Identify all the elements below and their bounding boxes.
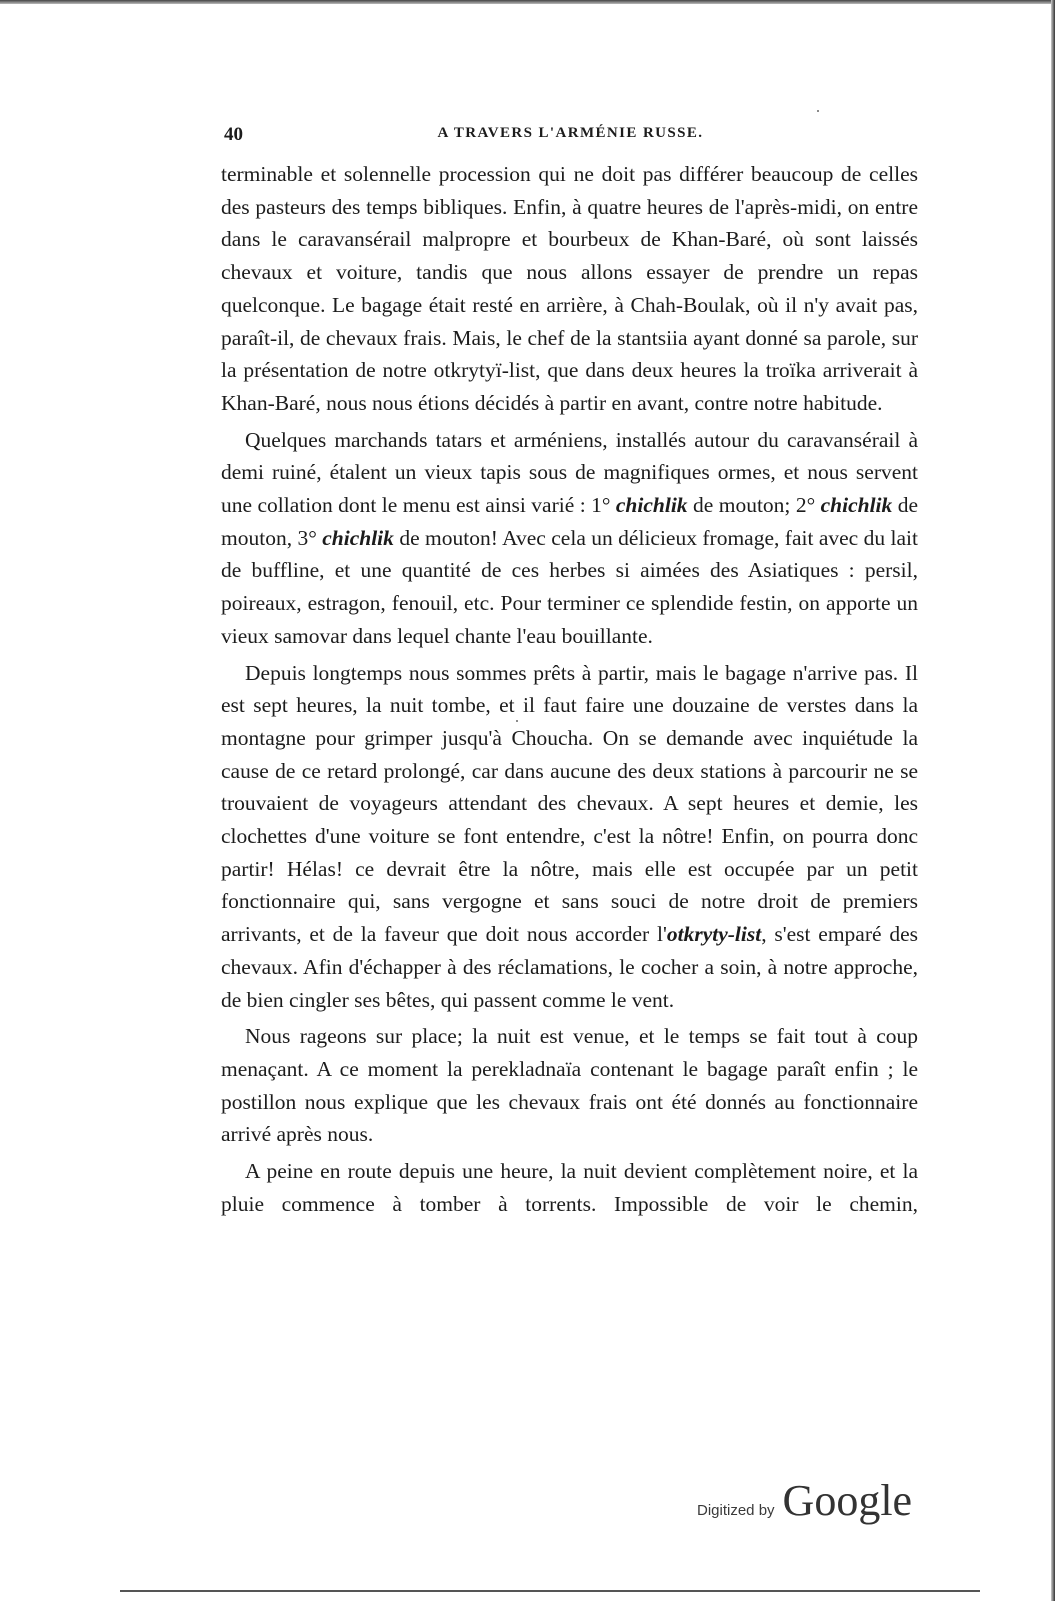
scan-edge-right — [1051, 0, 1055, 1601]
text-run: A peine en route depuis une heure, la nuit devient complètement noire, et la pluie commence à tomber à torrents. Impossible de voir le chemin, — [221, 1159, 918, 1216]
digitized-by-label: Digitized by — [697, 1502, 775, 1519]
text-run: terminable et solennelle procession qui ne doit pas différer beaucoup de celles des pasteurs des temps bibliques. Enfin, à quatre heures de l'après-midi, on entre dans le caravansérail malpropre et bourbeux de Khan-Baré, où sont laissés chevaux et voiture, tandis que nous allons essayer de prendre un repas quelconque. Le bagage était resté en arrière, à Chah-Boulak, où il n'y avait pas, paraît-il, de chevaux frais. Mais, le chef de la stantsiia ayant donné sa parole, sur la présentation de notre otkrytyï-list, que dans deux heures la troïka arriverait à Khan-Baré, nous nous étions décidés à partir en avant, contre notre habitude. — [221, 162, 918, 415]
italic-term: otkryty-list — [666, 922, 762, 947]
text-run: de mouton! Avec cela un délicieux fromage, fait avec du lait de buffline, et une quantité de ces herbes si aimées des Asiatiques : persil, poireaux, estragon, fenouil, etc. Pour terminer ce splendide festin, on apporte un vieux samovar dans lequel chante l'eau bouillante. — [221, 525, 918, 648]
text-run: de mouton; 2° — [687, 493, 821, 518]
digitized-by-watermark — [697, 1475, 912, 1545]
running-head — [224, 124, 917, 148]
paragraph — [221, 424, 918, 653]
scan-speck — [817, 110, 819, 112]
google-logo: Google — [782, 1476, 913, 1525]
body-text — [221, 158, 918, 1225]
paragraph — [221, 1020, 918, 1151]
text-run: de mouton, 3° — [221, 493, 919, 550]
text-run: Nous rageons sur place; la nuit est venue, et le temps se fait tout à coup menaçant. A ce moment la perekladnaïa contenant le bagage paraît enfin ; le postillon nous explique que les chevaux frais ont été donnés au fonctionnaire arrivé après nous. — [221, 1024, 918, 1147]
text-run: Depuis longtemps nous sommes prêts à partir, mais le bagage n'arrive pas. Il est sept heures, la nuit tombe, et il faut faire une douzaine de verstes dans la montagne pour grimper jusqu'à Choucha. On se demande avec inquiétude la cause de ce retard prolongé, car dans aucune des deux stations à parcourir ne se trouvaient de voyageurs attendant des chevaux. A sept heures et demie, les clochettes d'une voiture se font entendre, c'est la nôtre! Enfin, on pourra donc partir! Hélas! ce devrait être la nôtre, mais elle est occupée par un petit fonctionnaire qui, sans vergogne et sans souci de notre droit de premiers arrivants, et de la faveur que doit nous accorder l' — [221, 660, 918, 947]
paragraph — [221, 1155, 918, 1220]
text-run: , s'est emparé des chevaux. Afin d'échapper à des réclamations, le cocher a soin, à notre approche, de bien cingler ses bêtes, qui passent comme le vent. — [221, 922, 918, 1012]
scan-edge-bottom — [120, 1590, 980, 1592]
italic-term: chichlik — [322, 525, 394, 550]
paragraph — [221, 158, 918, 420]
running-title: A TRAVERS L'ARMÉNIE RUSSE. — [437, 125, 704, 141]
text-run: Quelques marchands tatars et arméniens, installés autour du caravansérail à demi ruiné, étalent un vieux tapis sous de magnifiques ormes, et nous servent une collation dont le menu est ainsi varié : 1° — [221, 427, 918, 518]
italic-term: chichlik — [615, 493, 688, 518]
italic-term: chichlik — [820, 493, 893, 518]
paragraph — [221, 657, 918, 1017]
scan-edge-top — [0, 0, 1055, 4]
page-number: 40 — [224, 124, 243, 145]
